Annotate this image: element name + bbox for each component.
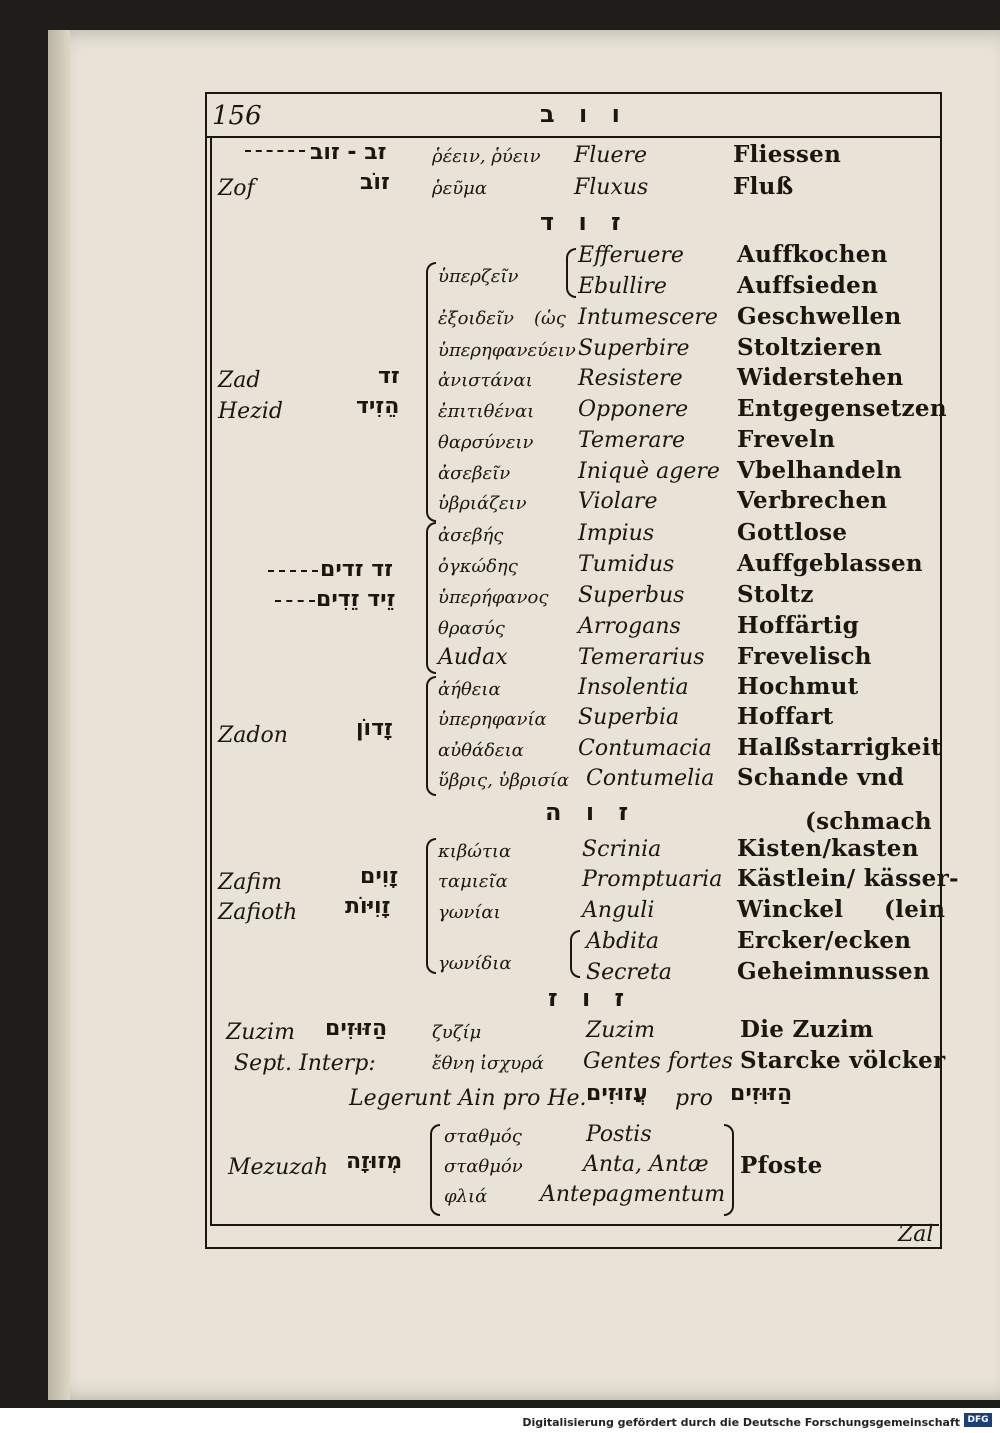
greek-entry: ὑπερήφανος (438, 587, 549, 608)
greek-entry: ὑβριάζειν (438, 493, 527, 514)
greek-entry: ὑπερηφανεύειν (438, 340, 576, 361)
german-entry: Stoltzieren (737, 334, 883, 361)
greek-entry: ὕβρις, ὑβρισία (438, 770, 570, 791)
dash-line (275, 600, 315, 602)
german-entry: Auffsieden (737, 272, 879, 299)
greek-note: (ὡς (534, 308, 566, 329)
greek-entry: ἀσεβής (438, 525, 504, 546)
transliteration: Zadon (218, 723, 288, 748)
running-head: ו ו ב (540, 100, 628, 128)
greek-entry: ἀνιστάναι (438, 370, 533, 391)
greek-entry: κιβώτια (438, 841, 512, 862)
greek-entry: σταθμός (444, 1126, 522, 1147)
greek-entry: ζυζίμ (432, 1022, 482, 1043)
latin-entry: Secreta (586, 960, 672, 985)
latin-entry: Temerare (578, 428, 686, 453)
greek-entry: φλιά (444, 1186, 488, 1207)
section-heading: ז ו ז (548, 984, 633, 1012)
german-entry: Starcke völcker (740, 1047, 946, 1074)
brace (426, 676, 436, 796)
german-entry: Widerstehen (737, 364, 904, 391)
hebrew-entry: זד זדים (320, 557, 393, 582)
footer-credit: Digitalisierung gefördert durch die Deutsche Forschungsgemeinschaft (522, 1416, 960, 1429)
german-entry: Pfoste (740, 1152, 823, 1179)
latin-entry: Superbus (578, 583, 685, 608)
hebrew-entry: זוֹב (360, 170, 390, 195)
brace (724, 1124, 734, 1216)
latin-entry: Impius (578, 521, 655, 546)
hebrew-entry: זֵיד זֵדִים (316, 587, 396, 612)
latin-entry: Contumelia (586, 766, 715, 791)
greek-entry: ἐξοιδεῖν (438, 308, 514, 329)
dash-line (268, 570, 318, 572)
hebrew-entry: הַזּוּזִים (730, 1081, 793, 1106)
latin-entry: Scrinia (582, 837, 662, 862)
transliteration: Zof (218, 176, 255, 201)
greek-entry: ἀήθεια (438, 679, 501, 700)
latin-entry: Efferuere (578, 243, 684, 268)
latin-entry: Intumescere (578, 305, 718, 330)
greek-entry: ῥέειν, ῥύειν (432, 146, 541, 167)
latin-entry: Anguli (582, 898, 655, 923)
hebrew-entry: זָוִים (360, 864, 399, 889)
german-entry: Auffgeblassen (737, 550, 923, 577)
latin-entry: Violare (578, 489, 658, 514)
german-entry: Frevelisch (737, 643, 872, 670)
hebrew-entry: הַזּוּזִים (325, 1016, 388, 1041)
latin-entry: Contumacia (578, 736, 712, 761)
german-entry: Hoffärtig (737, 612, 860, 639)
german-entry: Hochmut (737, 673, 859, 700)
german-entry: Freveln (737, 426, 836, 453)
transliteration: Mezuzah (228, 1155, 329, 1180)
dash-line (245, 150, 305, 152)
page-gutter (48, 30, 70, 1400)
greek-entry: αὐθάδεια (438, 740, 524, 761)
german-entry: Schande vnd (737, 764, 905, 791)
german-entry: Entgegensetzen (737, 395, 947, 422)
transliteration: Zuzim (226, 1020, 295, 1045)
latin-note: pro (675, 1086, 713, 1111)
german-entry: Fliessen (733, 141, 842, 168)
german-entry: Fluß (733, 173, 794, 200)
hebrew-entry: הֵזִיד (356, 394, 400, 419)
hebrew-entry: זָדוֹן (356, 716, 393, 741)
latin-entry: Temerarius (578, 645, 705, 670)
german-entry: Halßstarrigkeit (737, 734, 942, 761)
brace (426, 522, 436, 674)
german-entry: Gottlose (737, 519, 848, 546)
catchword: Zal (898, 1222, 934, 1247)
transliteration: Zad (218, 368, 261, 393)
latin-entry: Arrogans (578, 614, 681, 639)
greek-entry: ἀσεβεῖν (438, 463, 511, 484)
dfg-logo: DFG (964, 1413, 992, 1427)
german-entry: Winckel (737, 896, 844, 923)
latin-note: Legerunt Ain pro He. (349, 1086, 587, 1111)
latin-entry: Anta, Antæ (583, 1152, 709, 1177)
german-entry: Stoltz (737, 581, 814, 608)
latin-entry: Fluere (574, 143, 648, 168)
section-heading: ז ו ה (545, 798, 637, 826)
german-entry: Geschwellen (737, 303, 902, 330)
hebrew-entry: זָוִיּוֹת (345, 894, 391, 919)
greek-entry: ταμιεῖα (438, 871, 508, 892)
hebrew-entry: מְזוּזָה (346, 1149, 403, 1174)
latin-entry: Zuzim (586, 1018, 655, 1043)
hebrew-entry: עֲזוּזִים (586, 1081, 648, 1106)
latin-entry: Postis (586, 1122, 652, 1147)
latin-entry: Fluxus (574, 175, 649, 200)
latin-entry: Ebullire (578, 274, 667, 299)
greek-entry: θρασύς (438, 618, 505, 639)
greek-entry: ὑπερζεῖν (438, 266, 519, 287)
german-entry: Ercker/ecken (737, 927, 912, 954)
page-number: 156 (212, 101, 262, 131)
greek-entry: ἔθνη ἰσχυρά (432, 1053, 544, 1074)
latin-gloss: Audax (438, 645, 508, 670)
brace (566, 248, 576, 298)
greek-entry: ὑπερηφανία (438, 709, 547, 730)
greek-entry: ὀγκώδης (438, 556, 518, 577)
german-entry: Verbrechen (737, 487, 888, 514)
brace (570, 930, 580, 978)
latin-entry: Opponere (578, 397, 689, 422)
transliteration: Zafioth (218, 900, 298, 925)
german-continuation: (lein (884, 896, 946, 923)
greek-entry: ἐπιτιθέναι (438, 401, 535, 422)
greek-entry: θαρσύνειν (438, 432, 534, 453)
transliteration: Zafim (218, 870, 282, 895)
german-entry: Geheimnussen (737, 958, 931, 985)
latin-entry: Antepagmentum (540, 1182, 726, 1207)
german-entry: Auffkochen (737, 241, 888, 268)
transliteration: Sept. Interp: (234, 1051, 376, 1076)
latin-entry: Iniquè agere (578, 459, 720, 484)
greek-entry: γωνίδια (438, 953, 512, 974)
section-heading: ז ו ד (540, 208, 629, 236)
german-entry: Kisten/kasten (737, 835, 919, 862)
latin-entry: Resistere (578, 366, 683, 391)
greek-entry: ῥεῦμα (432, 178, 488, 199)
latin-entry: Superbia (578, 705, 680, 730)
transliteration: Hezid (218, 399, 283, 424)
hebrew-entry: זב - זוב (310, 140, 387, 165)
german-entry: Kästlein/ kässer- (737, 865, 959, 892)
brace (426, 262, 436, 522)
german-entry: Hoffart (737, 703, 834, 730)
hebrew-entry: זד (378, 364, 400, 389)
latin-entry: Insolentia (578, 675, 689, 700)
brace (426, 838, 436, 974)
latin-entry: Gentes fortes (583, 1049, 733, 1074)
german-entry: Vbelhandeln (737, 457, 903, 484)
brace (430, 1124, 440, 1216)
latin-entry: Tumidus (578, 552, 675, 577)
greek-entry: γωνίαι (438, 902, 501, 923)
german-continuation: (schmach (805, 808, 932, 835)
latin-entry: Superbire (578, 336, 690, 361)
german-entry: Die Zuzim (740, 1016, 874, 1043)
latin-entry: Promptuaria (582, 867, 723, 892)
greek-entry: σταθμόν (444, 1156, 523, 1177)
latin-entry: Abdita (586, 929, 660, 954)
